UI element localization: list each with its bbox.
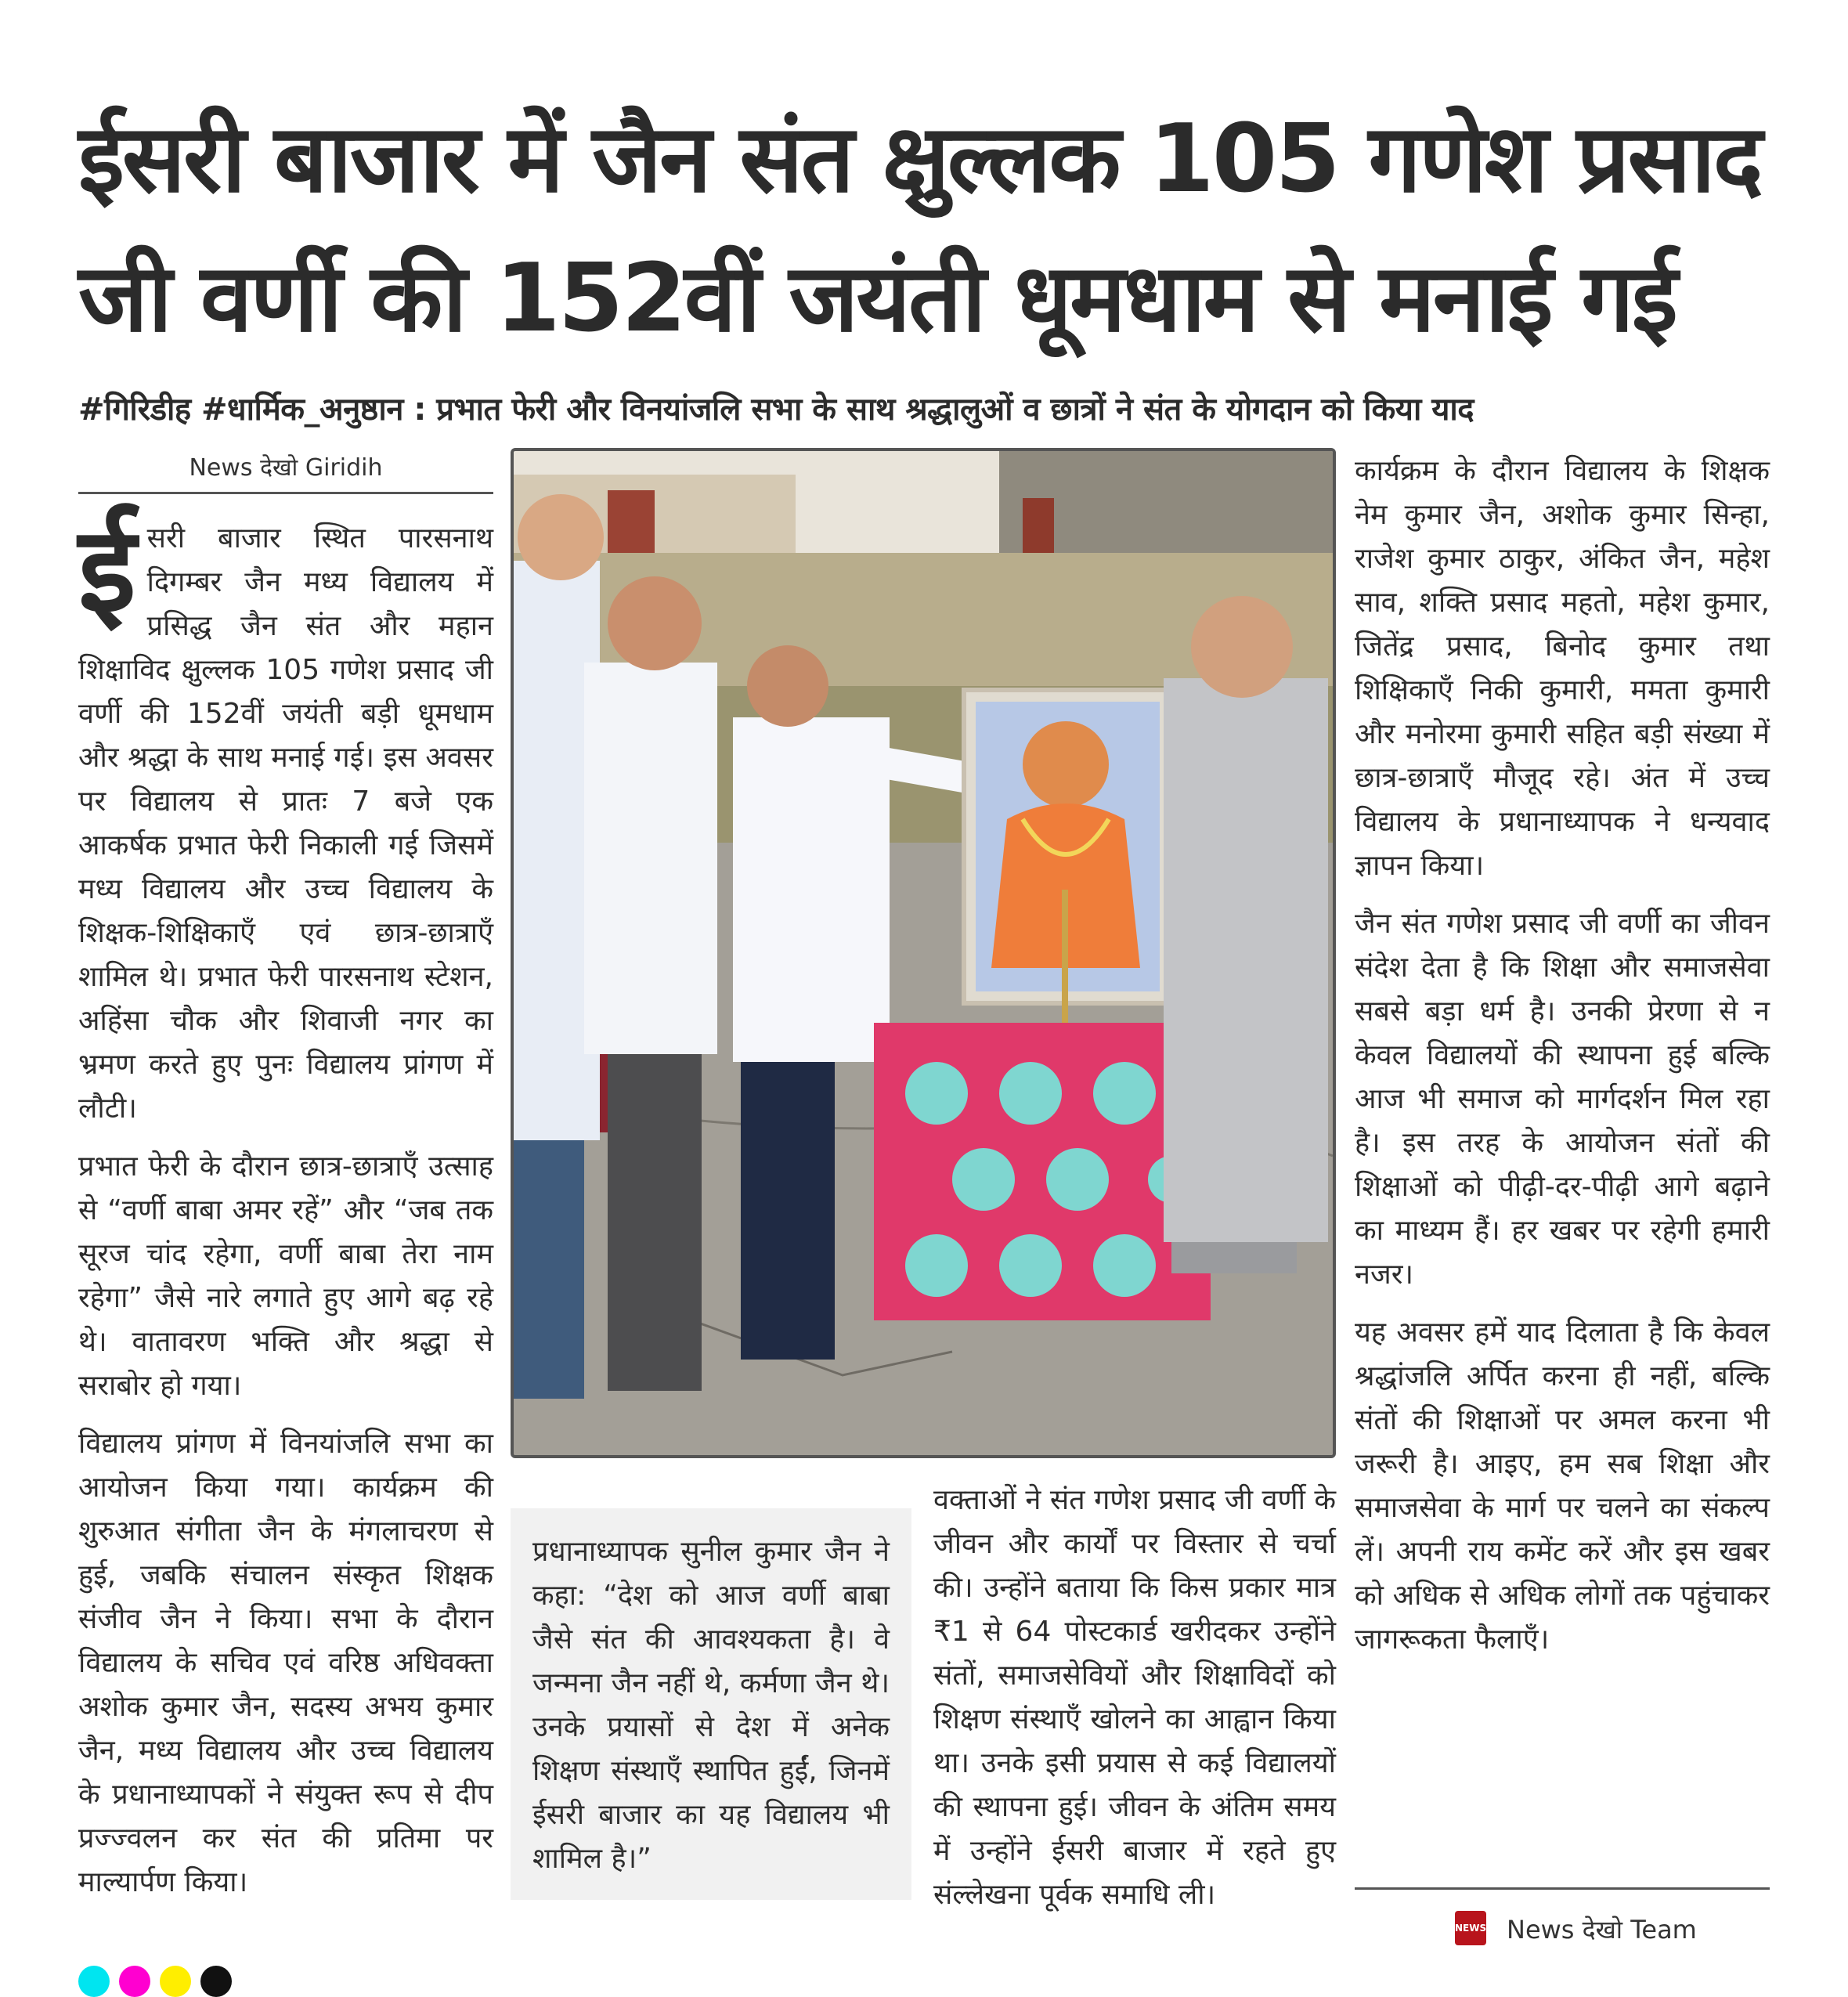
paragraph-5: कार्यक्रम के दौरान विद्यालय के शिक्षक नेम कुमार जैन, अशोक कुमार सिन्हा, राजेश कुमार ठाकुर, अंकित जैन, महेश साव, शक्ति प्रसाद महतो, महेश कुमार, जितेंद्र प्रसाद, बिनोद कुमार तथा शिक्षिकाएँ निकी कुमारी, ममता कुमारी और मनोरमा कुमारी सहित बड़ी संख्या में छात्र-छात्राएँ मौजूद रहे। अंत में उच्च विद्यालय के प्रधानाध्यापक ने धन्यवाद ज्ञापन किया। xyxy=(1355,455,1770,882)
event-photo-illustration xyxy=(514,451,1333,1455)
column-3 xyxy=(933,1479,1336,1931)
paragraph-1 xyxy=(78,502,493,1131)
headline: ईसरी बाजार में जैन संत क्षुल्लक 105 गणेश प्रसाद जी वर्णी की 152वीं जयंती धूमधाम से मनाई गई xyxy=(78,105,1761,353)
registration-dot-yellow xyxy=(160,1966,191,1997)
news-logo-icon: NEWS xyxy=(1455,1911,1486,1945)
registration-dot-magenta xyxy=(119,1966,150,1997)
byline-rule xyxy=(78,492,493,494)
column-4 xyxy=(1355,450,1770,1676)
drop-cap: ई xyxy=(78,502,136,638)
event-photo xyxy=(511,448,1336,1458)
paragraph-2: प्रभात फेरी के दौरान छात्र-छात्राएँ उत्साह से “वर्णी बाबा अमर रहें” और “जब तक सूरज चांद रहेगा, वर्णी बाबा तेरा नाम रहेगा” जैसे नारे लगाते हुए आगे बढ़ रहे थे। वातावरण भक्ति और श्रद्धा से सराबोर हो गया। xyxy=(78,1150,493,1402)
footer-rule xyxy=(1355,1887,1770,1890)
paragraph-4: वक्ताओं ने संत गणेश प्रसाद जी वर्णी के जीवन और कार्यों पर विस्तार से चर्चा की। उन्होंने बताया कि किस प्रकार मात्र ₹1 से 64 पोस्टकार्ड खरीदकर उन्होंने संतों, समाजसेवियों और शिक्षाविदों को शिक्षण संस्थाएँ खोलने का आह्वान किया था। उनके इसी प्रयास से कई विद्यालयों की स्थापना हुई। जीवन के अंतिम समय में उन्होंने ईसरी बाजार में रहते हुए संल्लेखना पूर्वक समाधि ली। xyxy=(933,1484,1336,1911)
paragraph-6: जैन संत गणेश प्रसाद जी वर्णी का जीवन संदेश देता है कि शिक्षा और समाजसेवा सबसे बड़ा धर्म है। उनकी प्रेरणा से न केवल विद्यालयों की स्थापना हुई बल्कि आज भी समाज को मार्गदर्शन मिल रहा है। इस तरह के आयोजन संतों की शिक्षाओं को पीढ़ी-दर-पीढ़ी आगे बढ़ाने का माध्यम हैं। हर खबर पर रहेगी हमारी नजर। xyxy=(1355,908,1770,1291)
quote-box xyxy=(511,1508,911,1900)
quote-text: प्रधानाध्यापक सुनील कुमार जैन ने कहा: “देश को आज वर्णी बाबा जैसे संत की आवश्यकता है। वे जन्मना जैन नहीं थे, कर्मणा जैन थे। उनके प्रयासों से देश में अनेक शिक्षण संस्थाएँ स्थापित हुईं, जिनमें ईसरी बाजार का यह विद्यालय भी शामिल है।” xyxy=(532,1536,890,1875)
byline: News देखो Giridih xyxy=(189,454,383,482)
subheadline: #गिरिडीह #धार्मिक_अनुष्ठान : प्रभात फेरी और विनयांजलि सभा के साथ श्रद्धालुओं व छात्रों ने संत के योगदान को किया याद xyxy=(78,392,1474,428)
registration-dot-cyan xyxy=(78,1966,110,1997)
registration-dot-black xyxy=(200,1966,232,1997)
paragraph-1-text: सरी बाजार स्थित पारसनाथ दिगम्बर जैन मध्य विद्यालय में प्रसिद्ध जैन संत और महान शिक्षाविद क्षुल्लक 105 गणेश प्रसाद जी वर्णी की 152वीं जयंती बड़ी धूमधाम और श्रद्धा के साथ मनाई गई। इस अवसर पर विद्यालय से प्रातः 7 बजे एक आकर्षक प्रभात फेरी निकाली गई जिसमें मध्य विद्यालय और उच्च विद्यालय के शिक्षक-शिक्षिकाएँ एवं छात्र-छात्राएँ शामिल थे। प्रभात फेरी पारसनाथ स्टेशन, अहिंसा चौक और शिवाजी नगर का भ्रमण करते हुए पुनः विद्यालय प्रांगण में लौटी। xyxy=(78,522,493,1125)
column-1 xyxy=(78,502,493,1919)
footer-team-credit: News देखो Team xyxy=(1507,1915,1697,1945)
paragraph-3: विद्यालय प्रांगण में विनयांजलि सभा का आयोजन किया गया। कार्यक्रम की शुरुआत संगीता जैन के मंगलाचरण से हुई, जबकि संचालन संस्कृत शिक्षक संजीव जैन ने किया। सभा के दौरान विद्यालय के सचिव एवं वरिष्ठ अधिवक्ता अशोक कुमार जैन, सदस्य अभय कुमार जैन, मध्य विद्यालय और उच्च विद्यालय के प्रधानाध्यापकों ने संयुक्त रूप से दीप प्रज्ज्वलन कर संत की प्रतिमा पर माल्यार्पण किया। xyxy=(78,1428,493,1898)
paragraph-7: यह अवसर हमें याद दिलाता है कि केवल श्रद्धांजलि अर्पित करना ही नहीं, बल्कि संतों की शिक्षाओं पर अमल करना भी जरूरी है। आइए, हम सब शिक्षा और समाजसेवा के मार्ग पर चलने का संकल्प लें। अपनी राय कमेंट करें और इस खबर को अधिक से अधिक लोगों तक पहुंचाकर जागरूकता फैलाएँ। xyxy=(1355,1316,1770,1656)
